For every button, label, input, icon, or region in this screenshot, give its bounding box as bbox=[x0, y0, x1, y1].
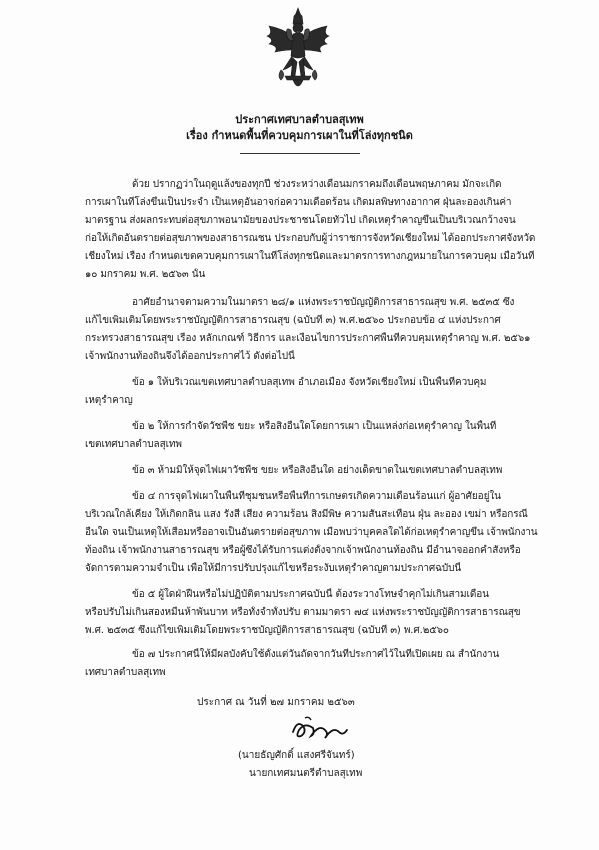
announcement-title: ประกาศเทศบาลตำบลสุเทพ bbox=[235, 113, 364, 126]
clause-5-line: พ.ศ. ๒๕๓๕ ซึ่งแก้ไขเพิ่มเติมโดยพระราชบัญญัติการสาธารณสุข (ฉบับที่ ๓) พ.ศ.๒๕๖๐ bbox=[85, 625, 449, 636]
signer-title: นายกเทศมนตรีตำบลสุเทพ bbox=[249, 768, 363, 779]
paragraph-1-line: ๑๐ มกราคม พ.ศ. ๒๕๖๓ นั้น bbox=[85, 269, 206, 280]
clause-5-line: หรือปรับไม่เกินสองหมื่นห้าพันบาท หรือทั้งจำทั้งปรับ ตามมาตรา ๗๔ แห่งพระราชบัญญัติการสาธารณสุข bbox=[85, 607, 521, 618]
paragraph-1-line: ก่อให้เกิดอันตรายต่อสุขภาพของสาธารณชน ประกอบกับผู้ว่าราชการจังหวัดเชียงใหม่ ได้ออกประกาศจังหวัด bbox=[85, 233, 536, 244]
clause-5-line: ข้อ ๕ ผู้ใดฝ่าฝืนหรือไม่ปฏิบัติตามประกาศฉบับนี้ ต้องระวางโทษจำคุกไม่เกินสามเดือน bbox=[132, 589, 489, 600]
clause-1-line: ข้อ ๑ ให้บริเวณเขตเทศบาลตำบลสุเทพ อำเภอเมือง จังหวัดเชียงใหม่ เป็นพื้นที่ควบคุม bbox=[132, 377, 487, 388]
paragraph-2-line: กระทรวงสาธารณสุข เรื่อง หลักเกณฑ์ วิธีการ และเงื่อนไขการประกาศพื้นที่ควบคุมเหตุรำคาญ พ.ศ. ๒๕๖๑ bbox=[85, 333, 531, 344]
clause-4-line: ข้อ ๔ การจุดไฟเผาในพื้นที่ชุมชนหรือพื้นที่การเกษตรเกิดความเดือนร้อนแก่ ผู้อาศัยอยู่ใน bbox=[132, 491, 501, 502]
paragraph-2-line: เจ้าพนักงานท้องถิ่นจึงได้ออกประกาศไว้ ดังต่อไปนี้ bbox=[85, 351, 295, 362]
clause-3-line: ข้อ ๓ ห้ามมิให้จุดไฟเผาวัชพืช ขยะ หรือสิ่งอื่นใด อย่างเด็ดขาดในเขตเทศบาลตำบลสุเทพ bbox=[132, 465, 503, 476]
clause-7-line: เทศบาลตำบลสุเทพ bbox=[85, 667, 166, 678]
title-divider bbox=[240, 153, 360, 154]
clause-2-line: ข้อ ๒ ให้การกำจัดวัชพืช ขยะ หรือสิ่งอื่นใดโดยการเผา เป็นแหล่งก่อเหตุรำคาญ ในพื้นที่ bbox=[132, 421, 497, 432]
clause-7-line: ข้อ ๗ ประกาศนี้ให้มีผลบังคับใช้ตั้งแต่วันถัดจากวันที่ประกาศไว้ในที่เปิดเผย ณ สำนักงาน bbox=[132, 649, 500, 660]
clause-4-line: อื่นใด จนเป็นเหตุให้เสื่อมหรืออาจเป็นอันตรายต่อสุขภาพ เมื่อพบว่าบุคคลใดได้ก่อเหตุรำคาญขึ้น เจ้าพนักงาน bbox=[85, 527, 538, 538]
paragraph-1-line: เชียงใหม่ เรื่อง กำหนดเขตควบคุมการเผาในที่โล่งทุกชนิดและมาตรการทางกฎหมายในการควบคุม เมื่อวันที่ bbox=[85, 251, 535, 262]
paragraph-2-line: แก้ไขเพิ่มเติมโดยพระราชบัญญัติการสาธารณสุข (ฉบับที่ ๓) พ.ศ.๒๕๖๐ ประกอบข้อ ๔ แห่งประกาศ bbox=[85, 315, 501, 326]
signer-name: (นายธัญศักดิ์ แสงศรีจันทร์) bbox=[238, 750, 355, 761]
clause-1-line: เหตุรำคาญ bbox=[85, 395, 133, 406]
garuda-emblem bbox=[263, 6, 333, 94]
clause-2-line: เขตเทศบาลตำบลสุเทพ bbox=[85, 439, 182, 450]
paragraph-1-line: มาตรฐาน ส่งผลกระทบต่อสุขภาพอนามัยของประชาชนโดยทั่วไป เกิดเหตุรำคาญขึ้นเป็นบริเวณกว้างจน bbox=[85, 215, 516, 226]
clause-4-line: บริเวณใกล้เคียง ให้เกิดกลิ่น แสง รังสี เสียง ความร้อน สิ่งมีพิษ ความสั่นสะเทือน ฝุ่น ละออง เขม่า หรือกรณี bbox=[85, 509, 528, 520]
handwritten-signature bbox=[285, 712, 355, 744]
clause-4-line: จัดการตามความจำเป็น เพื่อให้มีการปรับปรุงแก้ไขหรือระงับเหตุรำคาญตามประกาศฉบับนี้ bbox=[85, 563, 462, 574]
announcement-date: ประกาศ ณ วันที่ ๒๗ มกราคม ๒๕๖๓ bbox=[197, 697, 355, 708]
clause-4-line: ท้องถิ่น เจ้าพนักงานสาธารณสุข หรือผู้ซึ่งได้รับการแต่งตั้งจากเจ้าพนักงานท้องถิ่น มีอำนาจออกคำสั่งหรือ bbox=[85, 545, 521, 556]
paragraph-1-line: ด้วย ปรากฏว่าในฤดูแล้งของทุกปี ช่วงระหว่างเดือนมกราคมถึงเดือนพฤษภาคม มักจะเกิด bbox=[132, 179, 502, 190]
paragraph-1-line: การเผาในที่โล่งขึ้นเป็นประจำ เป็นเหตุอันอาจก่อความเดือดร้อน เกิดมลพิษทางอากาศ ฝุ่นละอองเกินค่า bbox=[85, 197, 512, 208]
announcement-subject: เรื่อง กำหนดพื้นที่ควบคุมการเผาในที่โล่งทุกชนิด bbox=[186, 129, 413, 142]
paragraph-2-line: อาศัยอำนาจตามความในมาตรา ๒๘/๑ แห่งพระราชบัญญัติการสาธารณสุข พ.ศ. ๒๕๓๕ ซึ่ง bbox=[132, 297, 515, 308]
